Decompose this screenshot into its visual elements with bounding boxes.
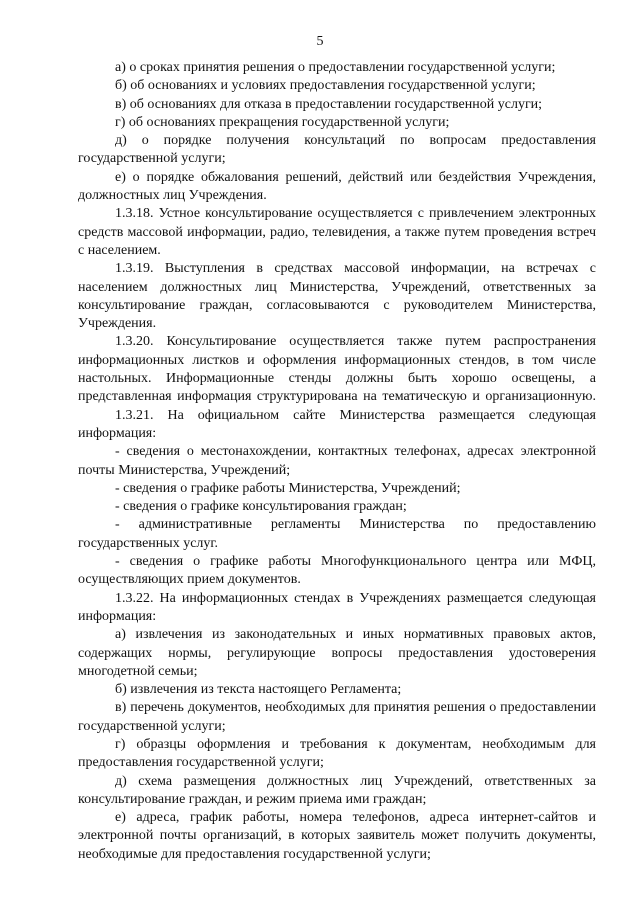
- paragraph-stand-regulation-text: б) извлечения из текста настоящего Регламента;: [115, 682, 402, 698]
- paragraph-stand-staff-scheme: д) схема размещения должностных лиц Учреждений, ответственных за консультирование граждан, и режим приема ими граждан;: [78, 773, 596, 807]
- paragraph-website-mfc: - сведения о графике работы Многофункционального центра или МФЦ, осуществляющих прием документов.: [78, 554, 596, 588]
- paragraph-stand-document-list: в) перечень документов, необходимых для принятия решения о предоставлении государственной услуги;: [78, 700, 596, 734]
- paragraph-appeal-info: е) о порядке обжалования решений, действий или бездействия Учреждения, должностных лиц Учреждения.: [78, 169, 596, 204]
- paragraph-1-3-20: 1.3.20. Консультирование осуществляется также путем распространения информационных листков и оформления информационных стендов, в том числе настольных. Информационные стенды должны быть хорошо освещены, а представленная информация структурирована на тематическую и организационную.: [78, 334, 596, 405]
- paragraph-1-3-19: 1.3.19. Выступления в средствах массовой информации, на встречах с населением должностных лиц Министерства, Учреждений, ответственных за консультирование граждан, согласовываются с руководителем Министерства, Учреждения.: [78, 261, 596, 332]
- paragraph-refusal-info: в) об основаниях для отказа в предоставлении государственной услуги;: [115, 96, 543, 112]
- paragraph-deadline-info: а) о сроках принятия решения о предоставлении государственной услуги;: [115, 60, 556, 75]
- paragraph-termination-info: г) об основаниях прекращения государственной услуги;: [115, 114, 450, 130]
- paragraph-consultation-info: д) о порядке получения консультаций по вопросам предоставления государственной услуги;: [78, 133, 596, 167]
- paragraph-1-3-21: 1.3.21. На официальном сайте Министерства размещается следующая информация:: [78, 407, 596, 441]
- paragraph-website-consultation: - сведения о графике консультирования граждан;: [115, 499, 407, 515]
- page-number: 5: [316, 34, 324, 49]
- paragraph-1-3-18: 1.3.18. Устное консультирование осуществляется с привлечением электронных средств массовой информации, радио, телевидения, а также путем проведения встреч с населением.: [78, 206, 596, 258]
- paragraph-1-3-22: 1.3.22. На информационных стендах в Учреждениях размещается следующая информация:: [78, 590, 596, 624]
- paragraph-website-regulations: - административные регламенты Министерства по предоставлению государственных услуг.: [78, 517, 596, 551]
- paragraph-stand-addresses: е) адреса, график работы, номера телефонов, адреса интернет-сайтов и электронной почты организаций, в которых заявитель может получить документы, необходимые для предоставления государственной услуги;: [78, 810, 596, 862]
- document-body: [78, 59, 596, 864]
- paragraph-stand-samples: г) образцы оформления и требования к документам, необходимым для предоставления государственной услуги;: [78, 736, 596, 771]
- paragraph-website-schedule: - сведения о графике работы Министерства, Учреждений;: [115, 480, 461, 496]
- paragraph-stand-legislation: а) извлечения из законодательных и иных нормативных правовых актов, содержащих нормы, регулирующие вопросы предоставления удостоверения многодетной семьи;: [78, 627, 596, 679]
- paragraph-website-location: - сведения о местонахождении, контактных телефонах, адресах электронной почты Министерства, Учреждений;: [78, 444, 596, 478]
- paragraph-grounds-info: б) об основаниях и условиях предоставления государственной услуги;: [115, 78, 536, 94]
